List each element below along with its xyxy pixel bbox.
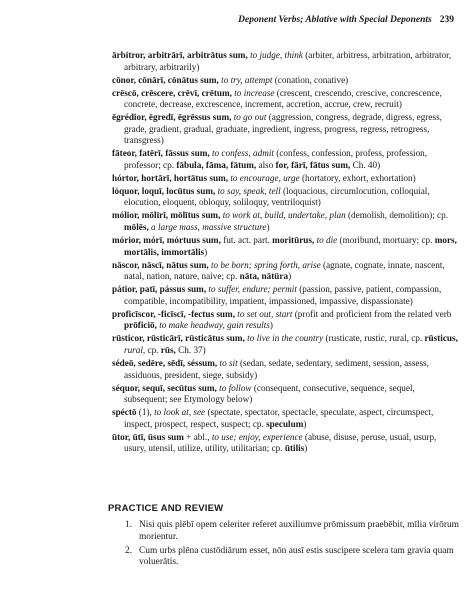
- vocab-derivatives: (confess, confession, profess, profession, professor; cp.: [124, 148, 428, 170]
- vocab-derivatives: (passion, passive, patient, compassion, compatible, incompatibility, impatient, impassioned, impassive, dispassionate): [124, 284, 442, 306]
- practice-list: [125, 520, 461, 571]
- vocab-entry: [112, 260, 458, 283]
- vocab-headword: rūsticor, rūsticārī, rūsticātus sum,: [112, 333, 245, 344]
- vocab-tail: Ch. 37): [175, 344, 206, 355]
- vocab-derivatives: (spectate, spectator, spectacle, speculate, aspect, circumspect, inspect, prospect, respect, suspect; cp.: [124, 407, 434, 429]
- vocab-tail: ): [303, 418, 307, 429]
- vocab-entry: [112, 173, 458, 185]
- vocab-entry: [112, 309, 458, 332]
- vocab-grammar-note: fut. act. part.: [220, 235, 273, 246]
- vocab-derivatives: (profit and proficient from the related verb: [292, 308, 452, 319]
- vocab-entry: [112, 75, 458, 87]
- vocab-cross-reference: ūtilis: [284, 443, 305, 454]
- vocab-cross-reference: mors, mortālis, immortālis: [124, 235, 457, 257]
- vocab-cross-reference: mōlēs,: [124, 222, 149, 233]
- vocab-derivatives: (sedan, sedate, sedentary, sediment, session, assess, assiduous, president, siege, subsidy): [124, 357, 429, 380]
- vocab-headword: séquor, sequī, secūtus sum,: [112, 382, 217, 393]
- vocab-headword: pátior, patī, pássus sum,: [112, 284, 207, 295]
- vocab-cross-reference: rūsticus,: [424, 333, 458, 344]
- vocab-gloss: to die: [314, 235, 338, 246]
- vocab-derivatives: (demolish, demolition); cp.: [345, 210, 449, 221]
- vocab-gloss: to set out, start: [237, 308, 293, 319]
- vocab-derivatives: (loquacious, circumlocution, colloquial, elocution, eloquent, obloquy, soliloquy, ventriloquist): [124, 185, 430, 208]
- vocab-derivatives: (agnate, cognate, innate, nascent, natal, nation, nature, naive; cp.: [124, 259, 445, 282]
- vocab-gloss: to follow: [219, 382, 252, 393]
- vocab-derivatives: (aggression, congress, degrade, digress, egress, grade, gradient, gradual, graduate, ingredient, ingress, progress, regress, retrogress, transgress): [124, 112, 442, 146]
- practice-item-number: 2.: [125, 545, 133, 556]
- vocab-cross-reference-gloss: a large mass, massive structure: [148, 222, 267, 233]
- vocab-related-form: moritūrus,: [272, 235, 315, 246]
- vocab-cross-reference: rūs,: [160, 344, 176, 355]
- vocab-gloss: to suffer, endure; permit: [208, 284, 297, 295]
- vocab-cross-reference: prōficiō,: [124, 320, 157, 331]
- vocab-gloss: to use; enjoy, experience: [211, 431, 303, 442]
- vocab-headword: fāteor, fatērī, fāssus sum,: [112, 148, 210, 159]
- vocab-derivatives: (consequent, consecutive, sequence, sequel, subsequent; see Etymology below): [124, 382, 415, 405]
- vocab-cross-reference: fābula, fāma, fātum,: [176, 159, 257, 170]
- vocab-entry: [112, 50, 458, 73]
- vocab-tail: ): [266, 222, 270, 233]
- vocab-gloss: to go out: [233, 112, 267, 123]
- vocab-gloss: to encourage, urge: [230, 172, 300, 183]
- vocab-tail: Ch. 40): [350, 159, 381, 170]
- vocab-derivatives: (moribund, mortuary; cp.: [337, 235, 435, 246]
- vocab-cross-reference: nāta, nātūra: [239, 271, 289, 282]
- vocab-cross-reference: for, fārī, fātus sum,: [275, 159, 351, 170]
- vocabulary-list: [112, 50, 458, 456]
- vocab-entry: [112, 112, 458, 147]
- vocab-derivatives: (hortatory, exhort, exhortation): [299, 172, 416, 183]
- vocab-entry: [112, 235, 458, 258]
- vocab-entry: [112, 186, 458, 209]
- practice-heading: PRACTICE AND REVIEW: [108, 503, 224, 514]
- vocab-gloss: to be born; spring forth, arise: [210, 259, 321, 270]
- vocab-gloss: to live in the country: [247, 333, 324, 344]
- vocab-entry: [112, 358, 458, 381]
- vocab-headword: ēgrédior, ēgredī, ēgrēssus sum,: [112, 112, 232, 123]
- vocab-entry: [112, 88, 458, 111]
- vocab-grammar-note: + abl.,: [183, 431, 212, 442]
- vocab-headword: lóquor, loquī, locūtus sum,: [112, 185, 216, 196]
- vocab-derivatives: (crescent, crescendo, crescive, concrescence, concrete, decrease, excrescence, increment, accretion, accrue, crew, recruit): [124, 87, 442, 110]
- vocab-headword: sédeō, sedēre, sēdī, séssum,: [112, 357, 218, 368]
- vocab-gloss: to try, attempt: [221, 74, 273, 85]
- vocab-entry: [112, 432, 458, 455]
- vocab-tail: ): [304, 443, 308, 454]
- vocab-gloss: to sit: [219, 357, 238, 368]
- vocab-headword: mólior, mōlīrī, mōlītus sum,: [112, 210, 221, 221]
- vocab-entry: [112, 407, 458, 430]
- vocab-gloss: to work at, build, undertake, plan: [222, 210, 346, 221]
- practice-item-text: Nisi quis plēbī opem celeriter referet auxiliumve prōmissum praebēbit, mīlia virōrum morientur.: [139, 520, 459, 542]
- vocab-gloss: to look at, see: [154, 407, 206, 418]
- vocab-tail: ): [288, 271, 292, 282]
- running-head-title: Deponent Verbs; Ablative with Special Deponents: [238, 15, 432, 25]
- vocab-derivatives: (conation, conative): [272, 74, 349, 85]
- vocab-tail: ): [204, 246, 208, 257]
- vocab-entry: [112, 284, 458, 307]
- vocab-headword: crēscō, crēscere, crēvī, crētum,: [112, 87, 232, 98]
- vocab-gloss: to say, speak, tell: [217, 185, 281, 196]
- vocab-headword: ārbitror, arbitrārī, arbitrātus sum,: [112, 50, 248, 60]
- vocab-derivatives: (abuse, disuse, peruse, usual, usurp, usury, utensil, utilize, utility, utilitarian; cp.: [124, 431, 437, 454]
- vocab-headword: proficīscor, -ficīscī, -fectus sum,: [112, 308, 235, 319]
- vocab-headword: mórior, mórī, mórtuus sum,: [112, 235, 221, 246]
- vocab-gloss: to increase: [234, 87, 275, 98]
- practice-item: [125, 520, 461, 544]
- vocab-tail: ): [269, 320, 273, 331]
- vocab-derivatives: (rusticate, rustic, rural, cp.: [323, 333, 425, 344]
- vocab-headword: ūtor, ūtī, ūsus sum: [112, 431, 184, 442]
- page-number: 239: [439, 15, 454, 25]
- running-head: [238, 15, 454, 25]
- practice-item: [125, 546, 461, 570]
- vocab-cross-reference: speculum: [266, 418, 304, 429]
- vocab-headword: spéctō: [112, 407, 137, 418]
- practice-item-number: 1.: [125, 520, 133, 530]
- vocab-cross-reference-gloss: to make headway, gain results: [156, 320, 270, 331]
- vocab-gloss: to judge, think: [250, 50, 303, 60]
- vocab-headword: hórtor, hortārī, hortātus sum,: [112, 172, 229, 183]
- vocab-entry: [112, 333, 458, 356]
- practice-item-text: Cum urbs plēna custōdiārum esset, nōn ausī estis suscipere scelera tam gravia quam voluerātis.: [139, 545, 454, 568]
- vocab-grammar-note: (1),: [136, 407, 155, 418]
- vocab-entry: [112, 383, 458, 406]
- vocab-connector: cp.: [145, 344, 161, 355]
- vocab-connector: also: [256, 159, 276, 170]
- vocab-gloss: to confess, admit: [211, 148, 274, 159]
- vocab-cross-reference-gloss: rural,: [124, 344, 146, 355]
- vocab-entry: [112, 148, 458, 171]
- vocab-derivatives: (arbiter, arbitress, arbitration, arbitrator, arbitrary, arbitrarily): [124, 50, 452, 72]
- vocab-entry: [112, 210, 458, 233]
- vocab-headword: nāscor, nāscī, nātus sum,: [112, 259, 209, 270]
- vocab-headword: cōnor, cōnārī, cōnātus sum,: [112, 74, 219, 85]
